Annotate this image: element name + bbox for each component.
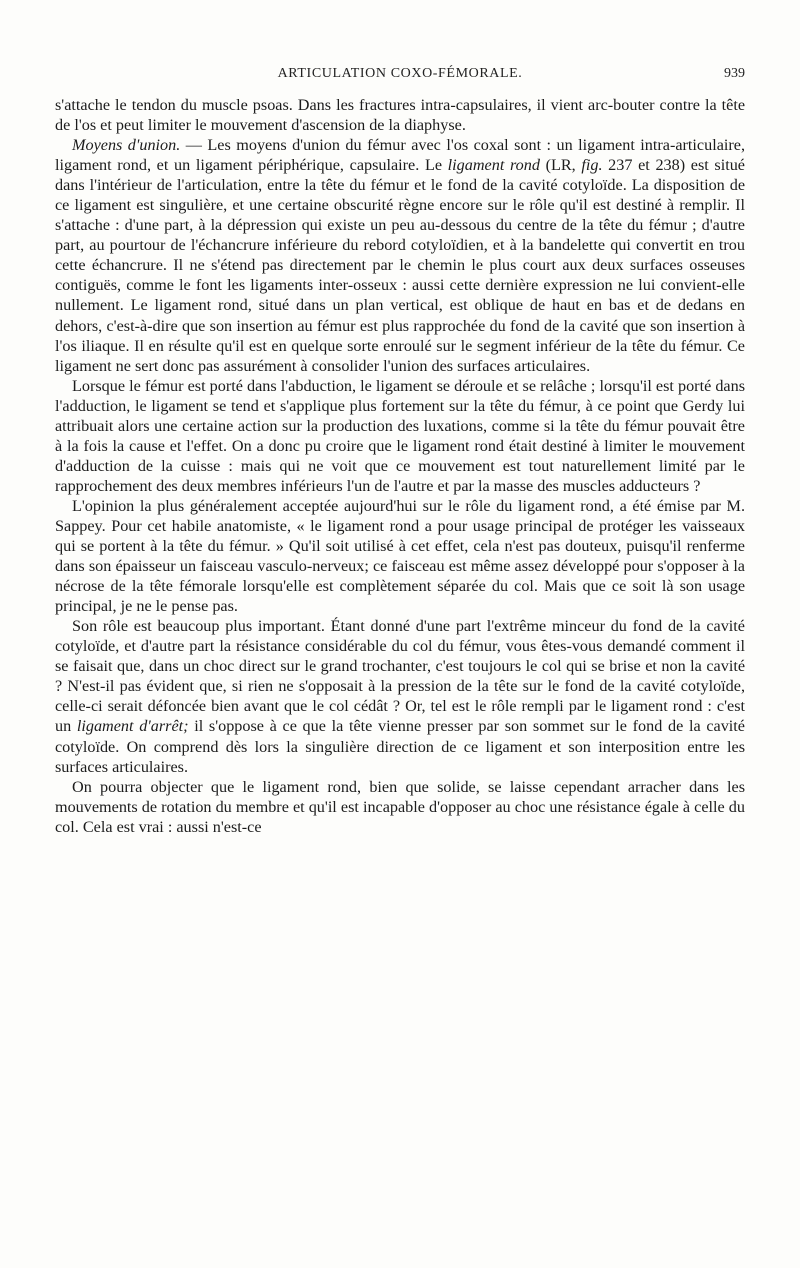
paragraph (55, 135, 745, 376)
page-header (55, 64, 745, 84)
italic-text: Moyens d'union. (72, 136, 181, 155)
italic-text: fig. (581, 156, 603, 175)
text-segment: Son rôle est beaucoup plus important. Étant donné d'une part l'extrême minceur du fond de la cavité cotyloïde, et d'autre part la résistance considérable du col du fémur, vous êtes-vous demandé comment il se faisait que, dans un choc direct sur le grand trochanter, c'est toujours le col qui se brise et non la cavité ? N'est-il pas évident que, si rien ne s'opposait à la pression de la tête sur le fond de la cavité cotyloïde, celle-ci serait défoncée bien avant que le col cédât ? Or, tel est le rôle rempli par le ligament rond : c'est un (55, 617, 745, 736)
page-number: 939 (724, 66, 745, 81)
text-segment: 237 et 238) est situé dans l'intérieur de l'articulation, entre la tête du fémur et le fond de la cavité cotyloïde. La disposition de ce ligament est singulière, et une certaine obscurité règne encore sur le rôle qu'il est destiné à remplir. Il s'attache : d'une part, à la dépression qui existe un peu au-dessous du centre de la tête du fémur ; d'autre part, au pourtour de l'échancrure inférieure du rebord cotyloïdien, et à la bandelette qui convertit en trou cette échancrure. Il ne s'étend pas directement par le chemin le plus court aux deux surfaces osseuses contiguës, comme le font les ligaments inter-osseux : aussi cette dernière expression ne lui convient-elle nullement. Le ligament rond, situé dans un plan vertical, est oblique de haut en bas et de dedans en dehors, c'est-à-dire que son insertion au fémur est plus rapprochée du fond de la cavité que son insertion à l'os iliaque. Il en résulte qu'il est en quelque sorte enroulé sur le segment inférieur de la tête du fémur. Ce ligament ne sert donc pas assurément à consolider l'union des surfaces articulaires. (55, 156, 745, 375)
text-segment: Lorsque le fémur est porté dans l'abduction, le ligament se déroule et se relâche ; lorsqu'il est porté dans l'adduction, le ligament se tend et s'applique plus fortement sur la tête du fémur, à ce point que Gerdy lui attribuait alors une certaine action sur la production des luxations, comme si la tête du fémur pouvait être à la fois la cause et l'effet. On a donc pu croire que le ligament rond était destiné à limiter le mouvement d'adduction de la cuisse : mais qui ne voit que ce mouvement est tout naturellement limité par le rapprochement des deux membres inférieurs l'un de l'autre et par la masse des muscles adducteurs ? (55, 376, 745, 495)
paragraph (55, 376, 745, 496)
italic-text: ligament d'arrêt; (76, 717, 189, 736)
text-segment: — Les moyens d'union du fémur avec l'os coxal sont : un ligament intra-articulaire, ligament rond, et un ligament périphérique, capsulaire. Le (55, 136, 745, 175)
paragraph (55, 496, 745, 616)
text-segment: L'opinion la plus généralement acceptée aujourd'hui sur le rôle du ligament rond, a été émise par M. Sappey. Pour cet habile anatomiste, « le ligament rond a pour usage principal de protéger les vaisseaux qui se portent à la tête du fémur. » Qu'il soit utilisé à cet effet, cela n'est pas douteux, puisqu'il renferme dans son épaisseur un faisceau vasculo-nerveux; ce faisceau est même assez développé pour s'opposer à la nécrose de la tête fémorale lorsqu'elle est complètement séparée du col. Mais que ce soit là son usage principal, je ne le pense pas. (55, 496, 745, 616)
text-segment: s'attache le tendon du muscle psoas. Dans les fractures intra-capsulaires, il vient arc-bouter contre la tête de l'os et peut limiter le mouvement d'ascension de la diaphyse. (55, 96, 745, 135)
paragraph (55, 777, 745, 837)
text-segment: il s'oppose à ce que la tête vienne presser par son sommet sur le fond de la cavité cotyloïde. On comprend dès lors la singulière direction de ce ligament et son interposition entre les surfaces articulaires. (55, 717, 745, 776)
text-segment: On pourra objecter que le ligament rond, bien que solide, se laisse cependant arracher dans les mouvements de rotation du membre et qu'il est incapable d'opposer au choc une résistance égale à celle du col. Cela est vrai : aussi n'est-ce (55, 777, 745, 836)
paragraph (55, 616, 745, 776)
body-text (55, 95, 745, 837)
paragraph (55, 95, 745, 135)
running-title: ARTICULATION COXO-FÉMORALE. (277, 66, 523, 81)
italic-text: ligament rond (447, 156, 540, 175)
text-segment: (LR, (539, 156, 582, 175)
